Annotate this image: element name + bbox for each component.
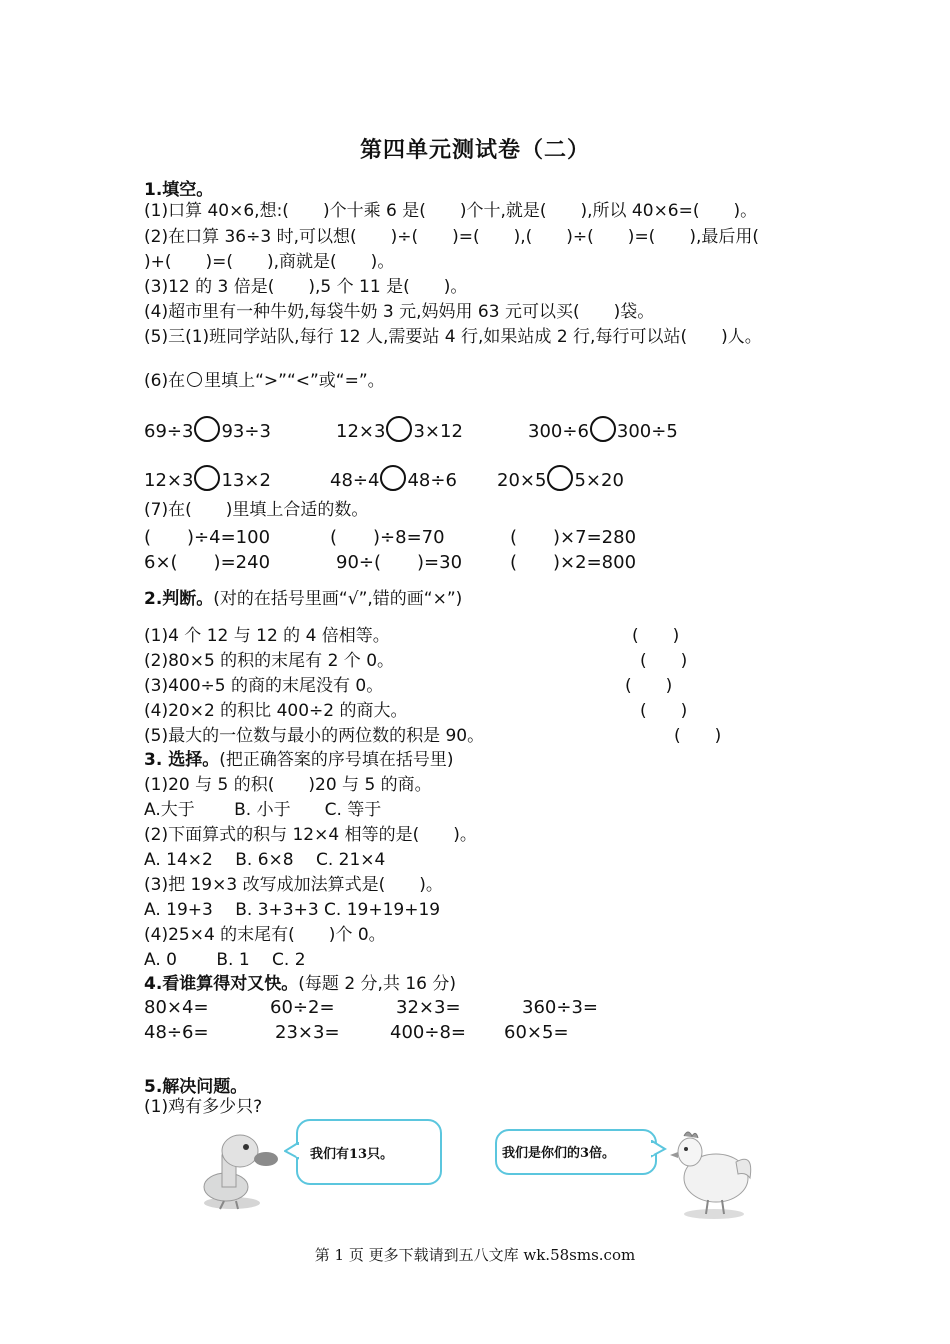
compare-circle[interactable] (590, 416, 616, 442)
fill-item: 90÷( )=30 (336, 552, 463, 573)
section-3-heading: 3. 选择。(把正确答案的序号填在括号里) (144, 750, 454, 770)
bubble-duck-text: 我们有13只。 (310, 1147, 394, 1162)
answer-paren[interactable]: ( ) (625, 676, 673, 696)
compare-item: 12×3 13×2 (144, 465, 271, 491)
bubble-tail (651, 1140, 667, 1158)
calc-item: 80×4= (144, 997, 209, 1018)
question-1-6 (144, 370, 385, 392)
question-1-5: (5)三(1)班同学站队,每行 12 人,需要站 4 行,如果站成 2 行,每行可以站( )人。 (144, 327, 762, 347)
compare-item: 69÷3 93÷3 (144, 416, 271, 442)
compare-item: 48÷4 48÷6 (330, 465, 457, 491)
section-2-heading: 2.判断。(对的在括号里画“√”,错的画“×”) (144, 589, 463, 609)
compare-circle[interactable] (194, 416, 220, 442)
choice-question: (4)25×4 的末尾有( )个 0。 (144, 925, 386, 945)
judge-item: (5)最大的一位数与最小的两位数的积是 90。 (144, 726, 485, 746)
problem-1: (1)鸡有多少只? (144, 1097, 263, 1117)
section-1-heading: 1.填空。 (144, 180, 214, 200)
bubble-tail (284, 1142, 300, 1160)
answer-paren[interactable]: ( ) (640, 651, 688, 671)
choice-options: A. 14×2 B. 6×8 C. 21×4 (144, 850, 386, 870)
choice-options: A. 19+3 B. 3+3+3 C. 19+19+19 (144, 900, 441, 920)
compare-circle[interactable] (547, 465, 573, 491)
calc-item: 60÷2= (270, 997, 335, 1018)
compare-item: 300÷6 300÷5 (528, 416, 678, 442)
page-footer: 第 1 页 更多下载请到五八文库 wk.58sms.com (314, 1246, 636, 1264)
choice-question: (1)20 与 5 的积( )20 与 5 的商。 (144, 775, 432, 795)
choice-options: A.大于 B. 小于 C. 等于 (144, 800, 382, 820)
judge-item: (2)80×5 的积的末尾有 2 个 0。 (144, 651, 395, 671)
fill-item: ( )÷4=100 (144, 527, 271, 548)
fill-item: ( )×2=800 (510, 552, 637, 573)
calc-item: 48÷6= (144, 1022, 209, 1043)
question-1-7: (7)在( )里填上合适的数。 (144, 500, 369, 520)
choice-options: A. 0 B. 1 C. 2 (144, 950, 306, 970)
question-1-6-suffix: 里填上“>”“<”或“=”。 (204, 371, 385, 391)
section-4-heading: 4.看谁算得对又快。(每题 2 分,共 16 分) (144, 974, 457, 994)
answer-paren[interactable]: ( ) (632, 626, 680, 646)
question-1-3: (3)12 的 3 倍是( ),5 个 11 是( )。 (144, 277, 468, 297)
choice-question: (2)下面算式的积与 12×4 相等的是( )。 (144, 825, 477, 845)
compare-circle[interactable] (194, 465, 220, 491)
fill-item: 6×( )=240 (144, 552, 271, 573)
calc-item: 23×3= (275, 1022, 340, 1043)
calc-item: 60×5= (504, 1022, 569, 1043)
question-1-1: (1)口算 40×6,想:( )个十乘 6 是( )个十,就是( ),所以 40×6=( )。 (144, 201, 758, 221)
fill-item: ( )÷8=70 (330, 527, 445, 548)
question-1-2-line1: (2)在口算 36÷3 时,可以想( )÷( )=( ),( )÷( )=( ),最后用( (144, 227, 759, 247)
compare-item: 12×3 3×12 (336, 416, 463, 442)
choice-question: (3)把 19×3 改写成加法算式是( )。 (144, 875, 443, 895)
circle-icon (187, 372, 202, 387)
calc-item: 400÷8= (390, 1022, 466, 1043)
duck-illustration (196, 1125, 282, 1215)
answer-paren[interactable]: ( ) (640, 701, 688, 721)
question-1-2-line2: )+( )=( ),商就是( )。 (144, 252, 395, 272)
bubble-hen-text: 我们是你们的3倍。 (502, 1146, 616, 1161)
calc-item: 32×3= (396, 997, 461, 1018)
hen-illustration (666, 1122, 758, 1222)
calc-item: 360÷3= (522, 997, 598, 1018)
judge-item: (4)20×2 的积比 400÷2 的商大。 (144, 701, 408, 721)
compare-item: 20×5 5×20 (497, 465, 624, 491)
question-1-6-prefix: (6)在 (144, 371, 186, 391)
judge-item: (1)4 个 12 与 12 的 4 倍相等。 (144, 626, 390, 646)
page-title: 第四单元测试卷（二） (359, 137, 590, 163)
fill-item: ( )×7=280 (510, 527, 637, 548)
answer-paren[interactable]: ( ) (674, 726, 722, 746)
section-5-heading: 5.解决问题。 (144, 1077, 248, 1097)
question-1-4: (4)超市里有一种牛奶,每袋牛奶 3 元,妈妈用 63 元可以买( )袋。 (144, 302, 655, 322)
compare-circle[interactable] (386, 416, 412, 442)
judge-item: (3)400÷5 的商的末尾没有 0。 (144, 676, 384, 696)
compare-circle[interactable] (380, 465, 406, 491)
